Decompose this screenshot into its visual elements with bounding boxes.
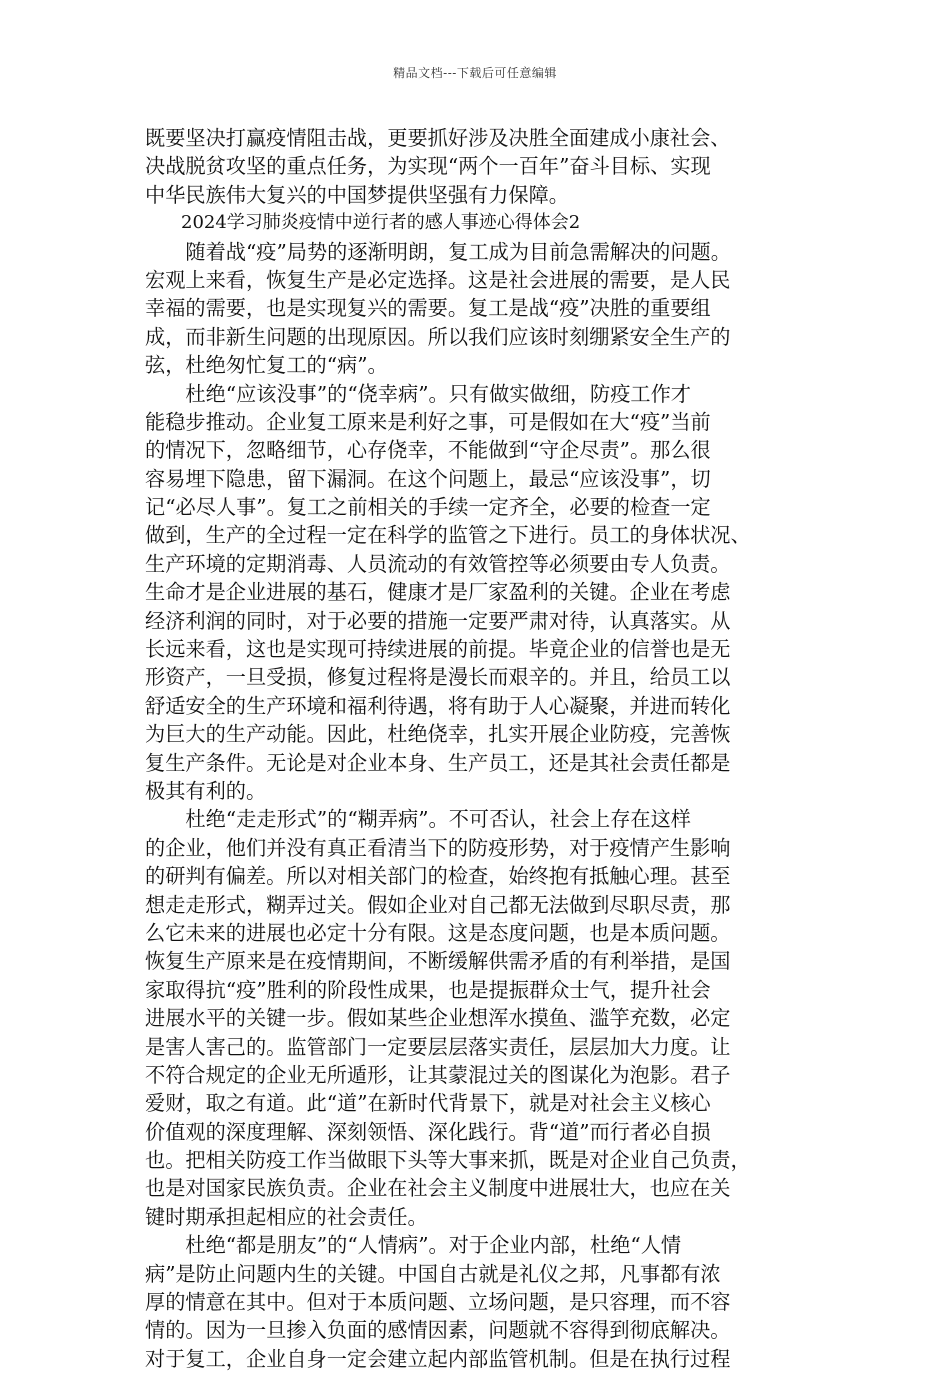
text-line: 为巨大的生产动能。因此，杜绝侥幸，扎实开展企业防疫，完善恢 [145, 722, 731, 747]
text-line: 中华民族伟大复兴的中国梦提供坚强有力保障。 [145, 182, 569, 207]
text-line: 成，而非新生问题的出现原因。所以我们应该时刻绷紧安全生产的 [145, 324, 731, 349]
page-header: 精品文档---下载后可任意编辑 [393, 66, 557, 80]
text-line: 的企业，他们并没有真正看清当下的防疫形势，对于疫情产生影响 [145, 835, 731, 860]
text-line: 的研判有偏差。所以对相关部门的检查，始终抱有抵触心理。甚至 [145, 864, 731, 889]
text-line: 长远来看，这也是实现可持续进展的前提。毕竟企业的信誉也是无 [145, 637, 731, 662]
text-line: 生产环境的定期消毒、人员流动的有效管控等必须要由专人负责。 [145, 551, 731, 576]
text-line: 容易埋下隐患，留下漏洞。在这个问题上，最忌“应该没事”，切 [145, 466, 711, 491]
text-line: 宏观上来看，恢复生产是必定选择。这是社会进展的需要，是人民 [145, 267, 731, 292]
text-line: 复生产条件。无论是对企业本身、生产员工，还是其社会责任都是 [145, 750, 731, 775]
text-line: 是害人害己的。监管部门一定要层层落实责任，层层加大力度。让 [145, 1034, 731, 1059]
text-line: 随着战“疫”局势的逐渐明朗，复工成为目前急需解决的问题。 [145, 239, 731, 264]
text-line: 杜绝“都是朋友”的“人情病”。对于企业内部，杜绝“人情 [145, 1233, 682, 1258]
document-body [145, 124, 805, 1373]
text-line: 恢复生产原来是在疫情期间，不断缓解供需矛盾的有利举措，是国 [145, 949, 731, 974]
text-line: 杜绝“应该没事”的“侥幸病”。只有做实做细，防疫工作才 [145, 381, 691, 406]
text-line: 情的。因为一旦掺入负面的感情因素，问题就不容得到彻底解决。 [145, 1318, 731, 1343]
text-line: 经济利润的同时，对于必要的措施一定要严肃对待，认真落实。从 [145, 608, 731, 633]
text-line: 既要坚决打赢疫情阻击战，更要抓好涉及决胜全面建成小康社会、 [145, 126, 731, 150]
text-line: 也。把相关防疫工作当做眼下头等大事来抓，既是对企业自己负责， [145, 1148, 751, 1173]
text-line: 的情况下，忽略细节，心存侥幸，不能做到“守企尽责”。那么很 [145, 438, 711, 463]
text-line: 么它未来的进展也必定十分有限。这是态度问题，也是本质问题。 [145, 920, 731, 945]
text-line: 记“必尽人事”。复工之前相关的手续一定齐全，必要的检查一定 [145, 495, 711, 520]
text-line: 不符合规定的企业无所遁形，让其蒙混过关的图谋化为泡影。君子 [145, 1062, 731, 1087]
text-line: 决战脱贫攻坚的重点任务，为实现“两个一百年”奋斗目标、实现 [145, 154, 711, 179]
text-line: 价值观的深度理解、深刻领悟、深化践行。背“道”而行者必自损 [145, 1119, 711, 1144]
text-line: 爱财，取之有道。此“道”在新时代背景下，就是对社会主义核心 [145, 1091, 711, 1116]
text-line: 极其有利的。 [145, 778, 267, 803]
text-line: 也是对国家民族负责。企业在社会主义制度中进展壮大，也应在关 [145, 1176, 731, 1201]
text-line: 能稳步推动。企业复工原来是利好之事，可是假如在大“疫”当前 [145, 409, 711, 434]
text-line: 舒适安全的生产环境和福利待遇，将有助于人心凝聚，并进而转化 [145, 693, 731, 718]
text-line: 幸福的需要，也是实现复兴的需要。复工是战“疫”决胜的重要组 [145, 296, 711, 321]
section-title: 2024学习肺炎疫情中逆行者的感人事迹心得体会2 [145, 212, 581, 234]
text-line: 形资产，一旦受损，修复过程将是漫长而艰辛的。并且，给员工以 [145, 665, 731, 690]
text-line: 厚的情意在其中。但对于本质问题、立场问题，是只容理，而不容 [145, 1290, 731, 1315]
text-line: 对于复工，企业自身一定会建立起内部监管机制。但是在执行过程 [145, 1346, 731, 1371]
text-line: 做到，生产的全过程一定在科学的监管之下进行。员工的身体状况、 [145, 523, 751, 548]
text-line: 病”是防止问题内生的关键。中国自古就是礼仪之邦，凡事都有浓 [145, 1261, 721, 1286]
text-line: 想走走形式，糊弄过关。假如企业对自己都无法做到尽职尽责，那 [145, 892, 731, 917]
text-line: 键时期承担起相应的社会责任。 [145, 1204, 428, 1229]
text-line: 进展水平的关键一步。假如某些企业想浑水摸鱼、滥竽充数，必定 [145, 1006, 731, 1031]
text-line: 弦，杜绝匆忙复工的“病”。 [145, 353, 388, 378]
text-line: 杜绝“走走形式”的“糊弄病”。不可否认，社会上存在这样 [145, 807, 691, 832]
text-line: 生命才是企业进展的基石，健康才是厂家盈利的关键。企业在考虑 [145, 580, 731, 605]
text-line: 家取得抗“疫”胜利的阶段性成果，也是提振群众士气，提升社会 [145, 977, 711, 1002]
